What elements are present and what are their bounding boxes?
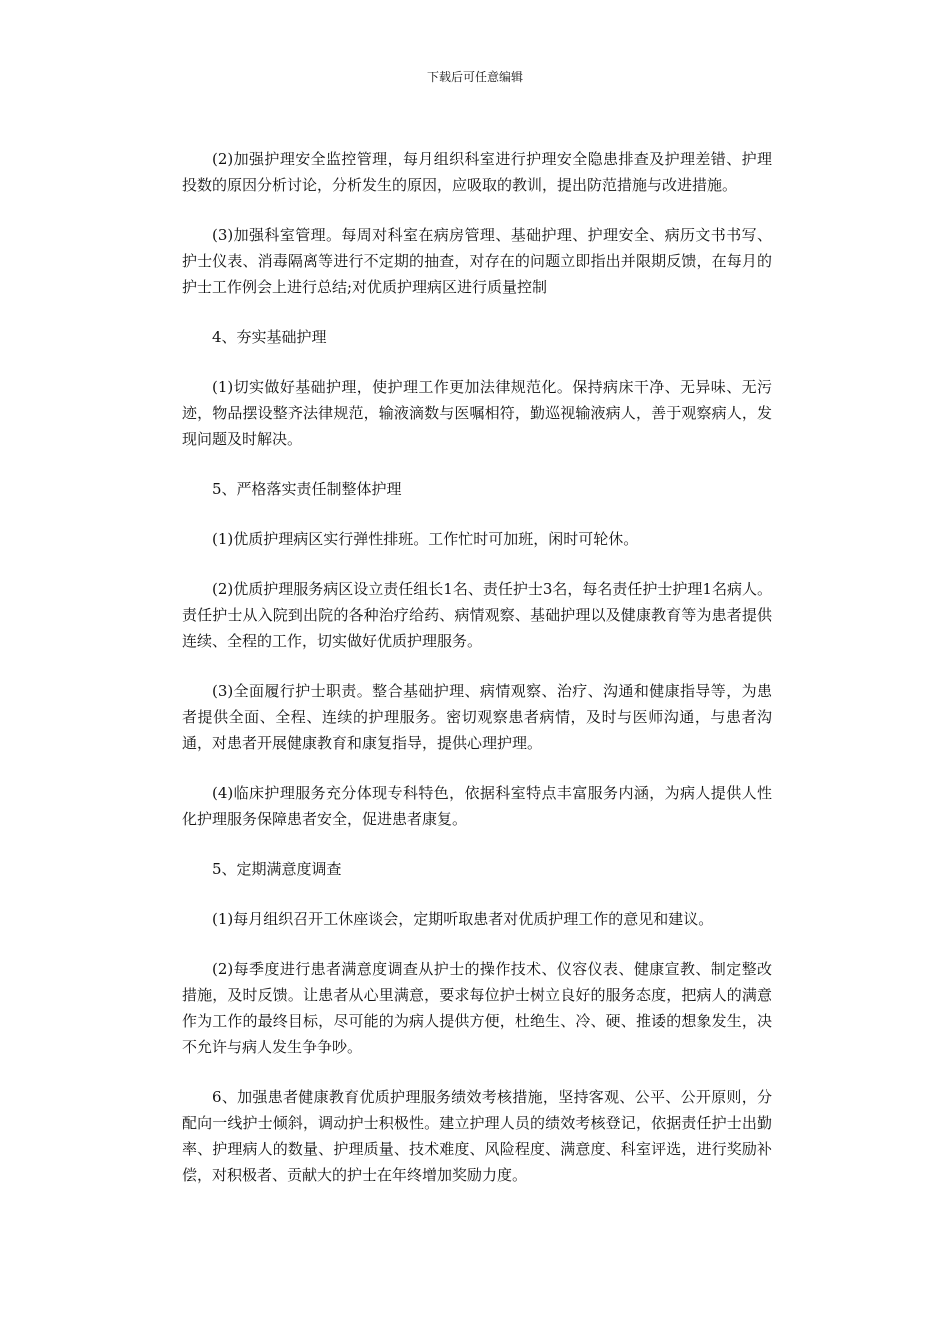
paragraph: (1)切实做好基础护理，使护理工作更加法律规范化。保持病床干净、无异味、无污迹，物品摆设整齐法律规范，输液滴数与医嘱相符，勤巡视输液病人，善于观察病人，发现问题及时解决。 xyxy=(182,378,772,448)
paragraph: (1)优质护理病区实行弹性排班。工作忙时可加班，闲时可轮休。 xyxy=(212,530,639,548)
section-heading: 4、夯实基础护理 xyxy=(212,328,327,346)
paragraph: (2)加强护理安全监控管理，每月组织科室进行护理安全隐患排查及护理差错、护理投数的原因分析讨论，分析发生的原因，应吸取的教训，提出防范措施与改进措施。 xyxy=(182,150,772,194)
section-heading: 5、严格落实责任制整体护理 xyxy=(212,480,402,498)
paragraph: (4)临床护理服务充分体现专科特色，依据科室特点丰富服务内涵，为病人提供人性化护理服务保障患者安全，促进患者康复。 xyxy=(182,784,772,828)
section-heading: 5、定期满意度调查 xyxy=(212,860,342,878)
document-body xyxy=(182,146,772,1212)
paragraph: (1)每月组织召开工休座谈会，定期听取患者对优质护理工作的意见和建议。 xyxy=(212,910,714,928)
paragraph: (2)优质护理服务病区设立责任组长1名、责任护士3名，每名责任护士护理1名病人。责任护士从入院到出院的各种治疗给药、病情观察、基础护理以及健康教育等为患者提供连续、全程的工作，切实做好优质护理服务。 xyxy=(182,580,772,650)
paragraph: (3)加强科室管理。每周对科室在病房管理、基础护理、护理安全、病历文书书写、护士仪表、消毒隔离等进行不定期的抽查，对存在的问题立即指出并限期反馈，在每月的护士工作例会上进行总结;对优质护理病区进行质量控制 xyxy=(182,226,772,296)
paragraph: (2)每季度进行患者满意度调查从护士的操作技术、仪容仪表、健康宣教、制定整改措施，及时反馈。让患者从心里满意，要求每位护士树立良好的服务态度，把病人的满意作为工作的最终目标，尽可能的为病人提供方便，杜绝生、冷、硬、推诿的想象发生，决不允许与病人发生争争吵。 xyxy=(182,960,772,1056)
paragraph: (3)全面履行护士职责。整合基础护理、病情观察、治疗、沟通和健康指导等，为患者提供全面、全程、连续的护理服务。密切观察患者病情，及时与医师沟通，与患者沟通，对患者开展健康教育和康复指导，提供心理护理。 xyxy=(182,682,772,752)
page-header: 下载后可任意编辑 xyxy=(426,70,523,84)
paragraph: 6、加强患者健康教育优质护理服务绩效考核措施，坚持客观、公平、公开原则，分配向一线护士倾斜，调动护士积极性。建立护理人员的绩效考核登记，依据责任护士出勤率、护理病人的数量、护理质量、技术难度、风险程度、满意度、科室评选，进行奖励补偿，对积极者、贡献大的护士在年终增加奖励力度。 xyxy=(182,1088,772,1184)
